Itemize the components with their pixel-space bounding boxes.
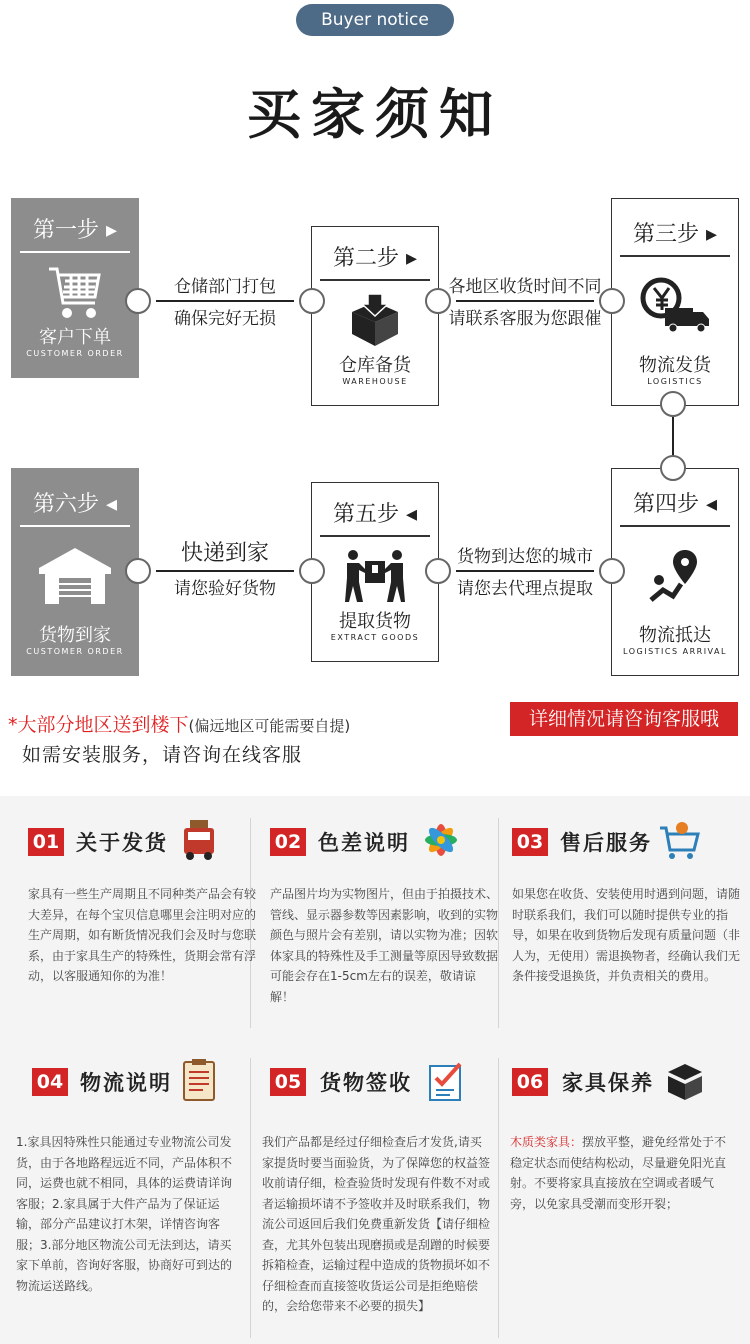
connector-2-text-1: 各地区收货时间不同	[448, 277, 602, 297]
card-number: 06	[512, 1068, 548, 1096]
step-6-box	[11, 468, 139, 676]
step-5-box	[311, 482, 439, 662]
step-4-label: 第四步 ◂	[620, 487, 730, 527]
step-2-en: WAREHOUSE	[342, 377, 408, 386]
card-body: 如果您在收货、安装使用时遇到问题，请随时联系我们，我们可以随时提供专业的指导，如果在收到货物后发现有质量问题（非人为，无使用）需退换物者，经确认我们无条件接受退换货，并负责相关的费用。	[512, 887, 741, 983]
card-number: 01	[28, 828, 64, 856]
location-pin-icon	[612, 541, 738, 611]
step-1-name: 客户下单	[39, 327, 111, 348]
connector-4-text-1: 快递到家	[180, 541, 269, 566]
step-3-en: LOGISTICS	[647, 377, 703, 386]
connector-dot	[660, 391, 686, 417]
card-body: 我们产品都是经过仔细检查后才发货,请买家提货时要当面验货，为了保障您的权益签收前请仔细，检查验货时发现有件数不对或者运输损坏请不予签收并及时联系我们，物流公司返回后我们免费重新发货【请仔细检查，尤其外包装出现磨损或是刮蹭的时候要拆箱检查，运输过程中造成的货物损坏如不仔细检查而直接签收货运公司是拒绝赔偿的，会给您带来不必要的损失】	[262, 1135, 491, 1313]
buyer-notice-pill: Buyer notice	[296, 4, 454, 36]
note-main: 大部分地区送到楼下	[17, 714, 189, 736]
card-title: 物流说明	[80, 1071, 172, 1095]
connector-5-6	[138, 542, 312, 600]
delivery-note	[8, 710, 350, 737]
logistics-truck-icon	[612, 271, 738, 341]
connector-4-5	[438, 542, 612, 600]
card-title: 货物签收	[320, 1071, 412, 1095]
info-section	[0, 796, 750, 1344]
connector-3-text-1: 货物到达您的城市	[457, 547, 593, 567]
shopping-cart-icon	[658, 818, 700, 862]
card-title: 色差说明	[318, 831, 410, 855]
card-title: 售后服务	[560, 831, 652, 855]
step-3-box	[611, 198, 739, 406]
install-note: 如需安装服务，请咨询在线客服	[22, 744, 303, 766]
checklist-icon	[426, 1058, 468, 1102]
connector-2-text-2: 请联系客服为您跟催	[448, 309, 602, 329]
step-5-en: EXTRACT GOODS	[330, 633, 420, 642]
step-6-en: CUSTOMER ORDER	[26, 647, 124, 656]
note-star: *	[8, 714, 18, 736]
step-3-name: 物流发货	[639, 355, 711, 376]
card-body: 1.家具因特殊性只能通过专业物流公司发货，由于各地路程远近不同，产品体积不同，运费也就不相同，具体的运费请详询客服；2.家具属于大件产品为了保证运输，部分产品建议打木架，详情咨询客服；3.部分地区物流公司无法到达，请买家下单前，咨询好客服，协商好可到达的物流运送路线。	[16, 1135, 233, 1293]
card-title: 家具保养	[562, 1071, 654, 1095]
card-number: 04	[32, 1068, 68, 1096]
step-2-name: 仓库备货	[339, 355, 411, 376]
connector-4-text-2: 请您验好货物	[174, 579, 276, 599]
people-carrying-box-icon	[312, 541, 438, 611]
fire-truck-icon	[178, 818, 220, 862]
step-4-name: 物流抵达	[639, 625, 711, 646]
connector-1-text-2: 确保完好无损	[174, 309, 276, 329]
step-3-label: 第三步 ▸	[620, 217, 730, 257]
connector-2-3	[438, 272, 612, 330]
card-title: 关于发货	[76, 831, 168, 855]
card-number: 02	[270, 828, 306, 856]
card-number: 03	[512, 828, 548, 856]
card-body: 家具有一些生产周期且不同种类产品会有较大差异，在每个宝贝信息哪里会注明对应的生产周期，如有断货情况我们会及时与您联系，由于家具生产的特殊性，货期会常有浮动，以客服通知你的为准！	[28, 887, 257, 983]
step-1-label: 第一步 ▸	[20, 213, 130, 253]
step-1-en: CUSTOMER ORDER	[26, 349, 124, 358]
step-4-box	[611, 468, 739, 676]
step-4-en: LOGISTICS ARRIVAL	[623, 647, 727, 656]
step-5-label: 第五步 ◂	[320, 497, 430, 537]
connector-1-2	[138, 272, 312, 330]
card-number: 05	[270, 1068, 306, 1096]
consult-service-button[interactable]: 详细情况请咨询客服哦	[510, 702, 738, 736]
warehouse-home-icon	[12, 541, 138, 611]
step-5-name: 提取货物	[339, 611, 411, 632]
card-body	[510, 1132, 736, 1214]
color-wheel-icon	[420, 818, 462, 862]
card-body: 产品图片均为实物图片，但由于拍摄技术、管线、显示器参数等因素影响，收到的实物颜色与照片会有差别，请以实物为准；因软体家具的特殊性及手工测量等原因导致数据可能会存在1-5cm左右的误差，敬请谅解！	[270, 887, 499, 1004]
shopping-cart-icon	[12, 257, 138, 327]
note-small: (偏远地区可能需要自提)	[188, 717, 351, 735]
card-body-text: 摆放平整，避免经常处于不稳定状态而使结构松动，尽量避免阳光直射。不要将家具直接放在空调或者暖气旁，以免家具受潮而变形开裂；	[510, 1135, 727, 1211]
warehouse-box-icon	[312, 285, 438, 355]
box-icon	[664, 1058, 706, 1102]
step-2-label: 第二步 ▸	[320, 241, 430, 281]
step-1-box	[11, 198, 139, 378]
page-title: 买家须知	[247, 83, 503, 146]
card-body-highlight: 木质类家具：	[510, 1135, 583, 1149]
connector-dot	[660, 455, 686, 481]
step-6-label: 第六步 ◂	[20, 487, 130, 527]
step-2-box	[311, 226, 439, 406]
step-6-name: 货物到家	[39, 625, 111, 646]
connector-3-text-2: 请您去代理点提取	[457, 579, 593, 599]
clipboard-icon	[178, 1058, 220, 1102]
connector-1-text-1: 仓储部门打包	[174, 277, 276, 297]
